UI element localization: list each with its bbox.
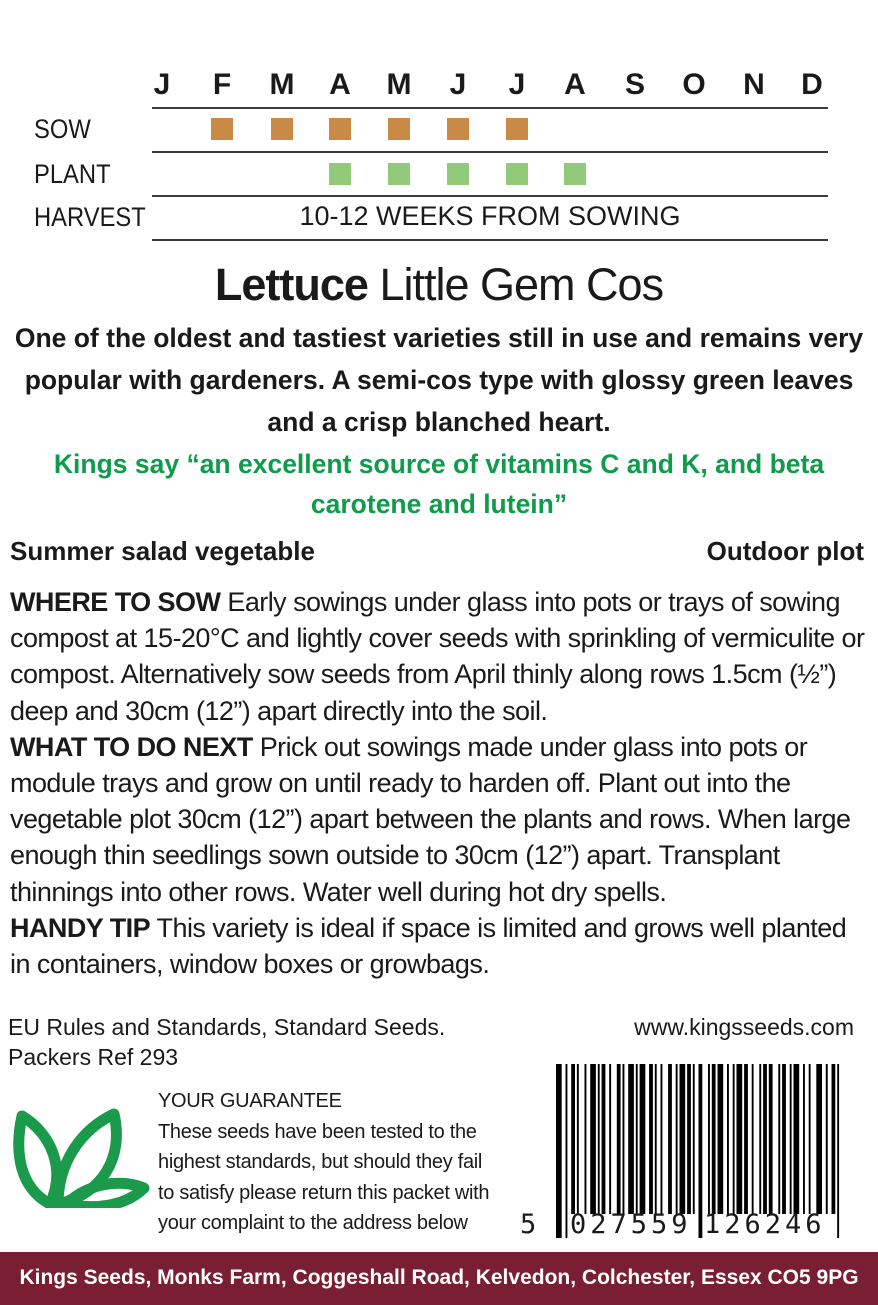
month-label: J (508, 68, 526, 101)
barcode-bar (752, 1064, 754, 1214)
barcode-bar (809, 1064, 811, 1214)
what-to-do-next-section (10, 729, 870, 910)
company-address: Kings Seeds, Monks Farm, Coggeshall Road, Kelvedon, Colchester, Essex CO5 9PG (19, 1266, 859, 1289)
section-text: Early sowings under glass into pots or trays of sowing compost at 15-20°C and lightly cover seeds with sprinkling of vermiculite or compost. Alternatively sow seeds from April thinly along rows 1.5cm (½”) deep and 30cm (12”) apart directly into the soil. (10, 587, 865, 726)
barcode-bar (640, 1064, 646, 1214)
barcode-bar (693, 1064, 695, 1214)
product-description: One of the oldest and tastiest varieties still in use and remains very popular with gardeners. A semi-cos type with glossy green leaves and a crisp blanched heart. (14, 323, 864, 437)
plant-row-label: PLANT (34, 159, 111, 189)
barcode-bar (733, 1064, 735, 1214)
guarantee-line: highest standards, but should they fail (158, 1151, 483, 1173)
calendar-divider (152, 107, 828, 109)
month-label: A (564, 68, 586, 101)
month-label: M (386, 68, 412, 101)
calendar-divider (152, 195, 828, 197)
barcode-bar (769, 1064, 773, 1214)
standards-info (8, 1012, 445, 1072)
barcode-bar (727, 1064, 729, 1214)
plant-marker (506, 163, 528, 185)
barcode-bar (718, 1064, 724, 1214)
barcode-bar (708, 1064, 710, 1214)
barcode-bar (826, 1064, 828, 1214)
month-label: D (801, 68, 823, 101)
barcode-bar (598, 1064, 600, 1214)
month-label: S (624, 68, 645, 101)
sowing-calendar (0, 0, 878, 250)
section-heading: WHERE TO SOW (10, 587, 221, 617)
barcode-bar (571, 1064, 575, 1214)
barcode-bar (803, 1064, 805, 1214)
website-link[interactable]: www.kingsseeds.com (634, 1014, 854, 1040)
barcode-digit-group: 126246 (704, 1209, 826, 1240)
barcode-bar (712, 1064, 716, 1214)
packers-ref: Packers Ref 293 (8, 1044, 179, 1070)
section-heading: HANDY TIP (10, 912, 151, 943)
barcode-bar (794, 1064, 800, 1214)
month-label: F (212, 68, 232, 101)
sow-marker (506, 118, 528, 140)
plant-marker (329, 163, 351, 185)
month-label: N (743, 68, 765, 101)
kings-leaf-logo-icon (10, 1108, 150, 1208)
product-quote: Kings say “an excellent source of vitamins C and K, and beta carotene and lutein” (53, 449, 825, 519)
guarantee-block (158, 1086, 528, 1239)
barcode-bar (585, 1064, 587, 1214)
guarantee-line: your complaint to the address below (158, 1212, 468, 1234)
month-label: O (682, 68, 706, 101)
month-label: A (329, 68, 351, 101)
barcode-bar (649, 1064, 653, 1214)
guarantee-line: to satisfy please return this packet with (158, 1181, 490, 1204)
barcode-bar (737, 1064, 743, 1214)
barcode-bar (617, 1064, 621, 1214)
plant-marker (564, 163, 586, 185)
barcode-bar (602, 1064, 606, 1214)
barcode-bar (790, 1064, 792, 1214)
barcode-bar (837, 1064, 839, 1238)
barcode-digit-group: 5 (520, 1209, 537, 1240)
barcode-bar (628, 1064, 634, 1214)
calendar-divider (152, 239, 828, 241)
calendar-divider (152, 151, 828, 153)
plant-marker (447, 163, 469, 185)
barcode-bar (556, 1064, 562, 1238)
barcode-bar (680, 1064, 686, 1214)
rules-line: EU Rules and Standards, Standard Seeds. (8, 1014, 446, 1040)
barcode-bar (668, 1064, 672, 1214)
month-label: M (269, 68, 295, 101)
barcode-bar (636, 1064, 638, 1214)
handy-tip-section (10, 910, 870, 982)
barcode-bar (609, 1064, 611, 1214)
growing-location: Outdoor plot (706, 536, 864, 566)
sow-marker (388, 118, 410, 140)
barcode-bar (566, 1064, 568, 1238)
barcode-bar (590, 1064, 596, 1214)
barcode-bar (676, 1064, 678, 1214)
month-label: J (449, 68, 467, 101)
barcode-bar (699, 1064, 703, 1238)
section-text: This variety is ideal if space is limited and grows well planted in containers, window boxes or growbags. (10, 912, 847, 980)
barcode-bar (577, 1064, 579, 1214)
sow-marker (211, 118, 233, 140)
barcode-bar (778, 1064, 780, 1214)
section-heading: WHAT TO DO NEXT (10, 731, 253, 762)
barcode-bar (816, 1064, 822, 1214)
product-name: Lettuce (214, 259, 368, 310)
sow-marker (271, 118, 293, 140)
barcode-bar (782, 1064, 786, 1214)
barcode-bar (687, 1064, 691, 1214)
barcode-bar (744, 1064, 748, 1214)
section-text: Prick out sowings made under glass into pots or module trays and grow on until ready to harden off. Plant out into the vegetable plot 30cm (12”) apart between the plants and rows. When large enough thin seedlings sown outside to 30cm (12”) apart. Transplant thinnings into other rows. Water well during hot dry spells. (10, 731, 851, 907)
barcode-digit-group: 027559 (570, 1209, 692, 1240)
plant-marker (388, 163, 410, 185)
harvest-info: 10-12 WEEKS FROM SOWING (299, 201, 681, 231)
sow-marker (329, 118, 351, 140)
product-variety: Little Gem Cos (379, 259, 664, 310)
barcode-bar (655, 1064, 657, 1214)
guarantee-line: These seeds have been tested to the (158, 1120, 477, 1143)
barcode-bar (623, 1064, 625, 1214)
barcode-bar (759, 1064, 761, 1214)
sow-row-label: SOW (34, 114, 91, 144)
harvest-row-label: HARVEST (34, 202, 146, 232)
sow-marker (447, 118, 469, 140)
product-title (0, 258, 878, 312)
barcode-bar (661, 1064, 663, 1214)
barcode-bar (832, 1064, 836, 1214)
product-category: Summer salad vegetable (10, 536, 315, 566)
growing-instructions (10, 584, 870, 982)
month-label: J (153, 68, 171, 101)
guarantee-title: YOUR GUARANTEE (158, 1090, 342, 1112)
barcode-bar (763, 1064, 767, 1214)
where-to-sow-section (10, 584, 870, 729)
